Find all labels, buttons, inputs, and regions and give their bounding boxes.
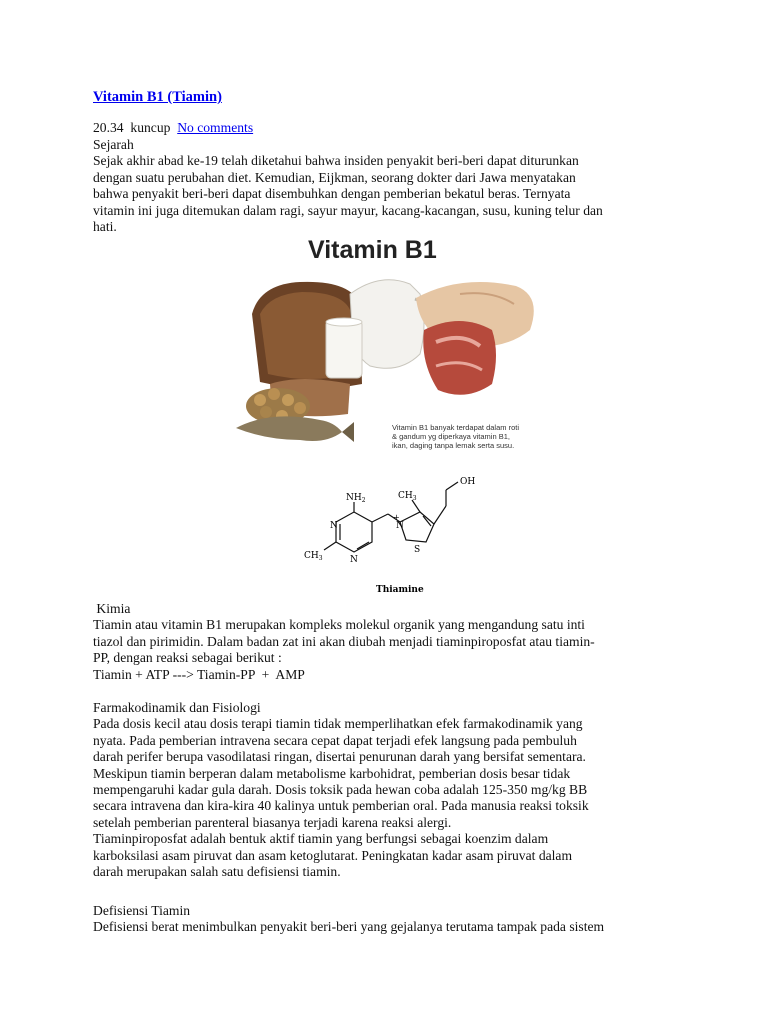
post-title-link[interactable]: Vitamin B1 (Tiamin) (93, 89, 222, 105)
paragraph-line: mempengaruhi kadar gula darah. Dosis toksik pada hewan coba adalah 125-350 mg/kg BB (93, 782, 588, 798)
paragraph-line: vitamin ini juga ditemukan dalam ragi, sayur mayur, kacang-kacangan, susu, kuning telur dan (93, 202, 603, 218)
atom-label: $NH_2$ (346, 493, 366, 504)
vitamin-b1-food-image (230, 234, 550, 466)
charge-label: + (393, 513, 400, 522)
reaction-line: Tiamin + ATP ---> Tiamin-PP + AMP (93, 666, 305, 682)
post-author: kuncup (130, 120, 171, 135)
thiamine-structure-diagram (296, 470, 496, 600)
paragraph-line: Sejak akhir abad ke-19 telah diketahui bahwa insiden penyakit beri-beri dapat diturunkan (93, 153, 579, 169)
atom-label: $CH_3$ (398, 491, 417, 502)
post-meta (93, 120, 253, 136)
paragraph-line: Tiaminpiroposfat adalah bentuk aktif tiamin yang berfungsi sebagai koenzim dalam (93, 831, 549, 847)
section-heading: Defisiensi Tiamin (93, 903, 191, 918)
atom-label: N (330, 521, 338, 531)
figure-caption: & gandum yg diperkaya vitamin B1, (392, 432, 510, 441)
figure-caption: Vitamin B1 banyak terdapat dalam roti (392, 423, 520, 432)
paragraph-line: Tiamin atau vitamin B1 merupakan kompleks molekul organik yang mengandung satu inti (93, 617, 585, 633)
paragraph-line: setelah pemberian parenteral biasanya terjadi karena reaksi alergi. (93, 814, 452, 830)
paragraph-line: dengan suatu perubahan diet. Kemudian, Eijkman, seorang dokter dari Jawa menyatakan (93, 169, 576, 185)
section-farmakodinamik (93, 700, 683, 880)
section-heading: Kimia (93, 601, 131, 616)
paragraph-line: Defisiensi berat menimbulkan penyakit beri-beri yang gejalanya terutama tampak pada sistem (93, 919, 605, 935)
molecule-name: Thiamine (376, 585, 424, 595)
paragraph-line: tiazol dan pirimidin. Dalam badan zat ini akan diubah menjadi tiaminpiroposfat atau tiamin- (93, 633, 595, 649)
milk-glass-illustration (326, 318, 362, 378)
section-defisiensi (93, 903, 683, 936)
paragraph-line: Meskipun tiamin berperan dalam metabolisme karbohidrat, pemberian dosis besar tidak (93, 765, 571, 781)
figure-caption: ikan, daging tanpa lemak serta susu. (392, 441, 515, 450)
paragraph-line: PP, dengan reaksi sebagai berikut : (93, 650, 282, 666)
red-meat-illustration (423, 321, 496, 395)
paragraph-line: nyata. Pada pemberian intravena secara cepat dapat terjadi efek langsung pada pembuluh (93, 732, 577, 748)
section-kimia (93, 601, 683, 683)
post-time: 20.34 (93, 120, 124, 135)
atom-label: $CH_3$ (304, 551, 323, 562)
atom-label: OH (460, 477, 476, 487)
fish-illustration (236, 416, 354, 442)
paragraph-line: karboksilasi asam piruvat dan asam ketoglutarat. Peningkatan kadar asam piruvat dalam (93, 847, 573, 863)
paragraph-line: Pada dosis kecil atau dosis terapi tiamin tidak memperlihatkan efek farmakodinamik yang (93, 716, 583, 732)
paragraph-line: bahwa penyakit beri-beri dapat disembuhkan dengan pemberian bekatul beras. Ternyata (93, 186, 571, 202)
section-heading: Sejarah (93, 137, 134, 152)
section-sejarah (93, 137, 683, 235)
paragraph-line: darah perifer berupa vasodilatasi ringan, disertai penurunan darah yang bersifat sementara. (93, 749, 586, 765)
paragraph-line: hati. (93, 219, 117, 235)
figure-heading: Vitamin B1 (308, 236, 437, 264)
section-heading: Farmakodinamik dan Fisiologi (93, 700, 261, 715)
paragraph-line: darah merupakan salah satu defisiensi tiamin. (93, 864, 341, 880)
atom-label: N (396, 521, 404, 531)
paragraph-line: secara intravena dan kira-kira 40 kalinya untuk pemberian oral. Pada manusia reaksi toksik (93, 798, 589, 814)
comments-link[interactable]: No comments (177, 120, 254, 135)
atom-label: S (414, 545, 421, 555)
atom-label: N (350, 555, 358, 565)
